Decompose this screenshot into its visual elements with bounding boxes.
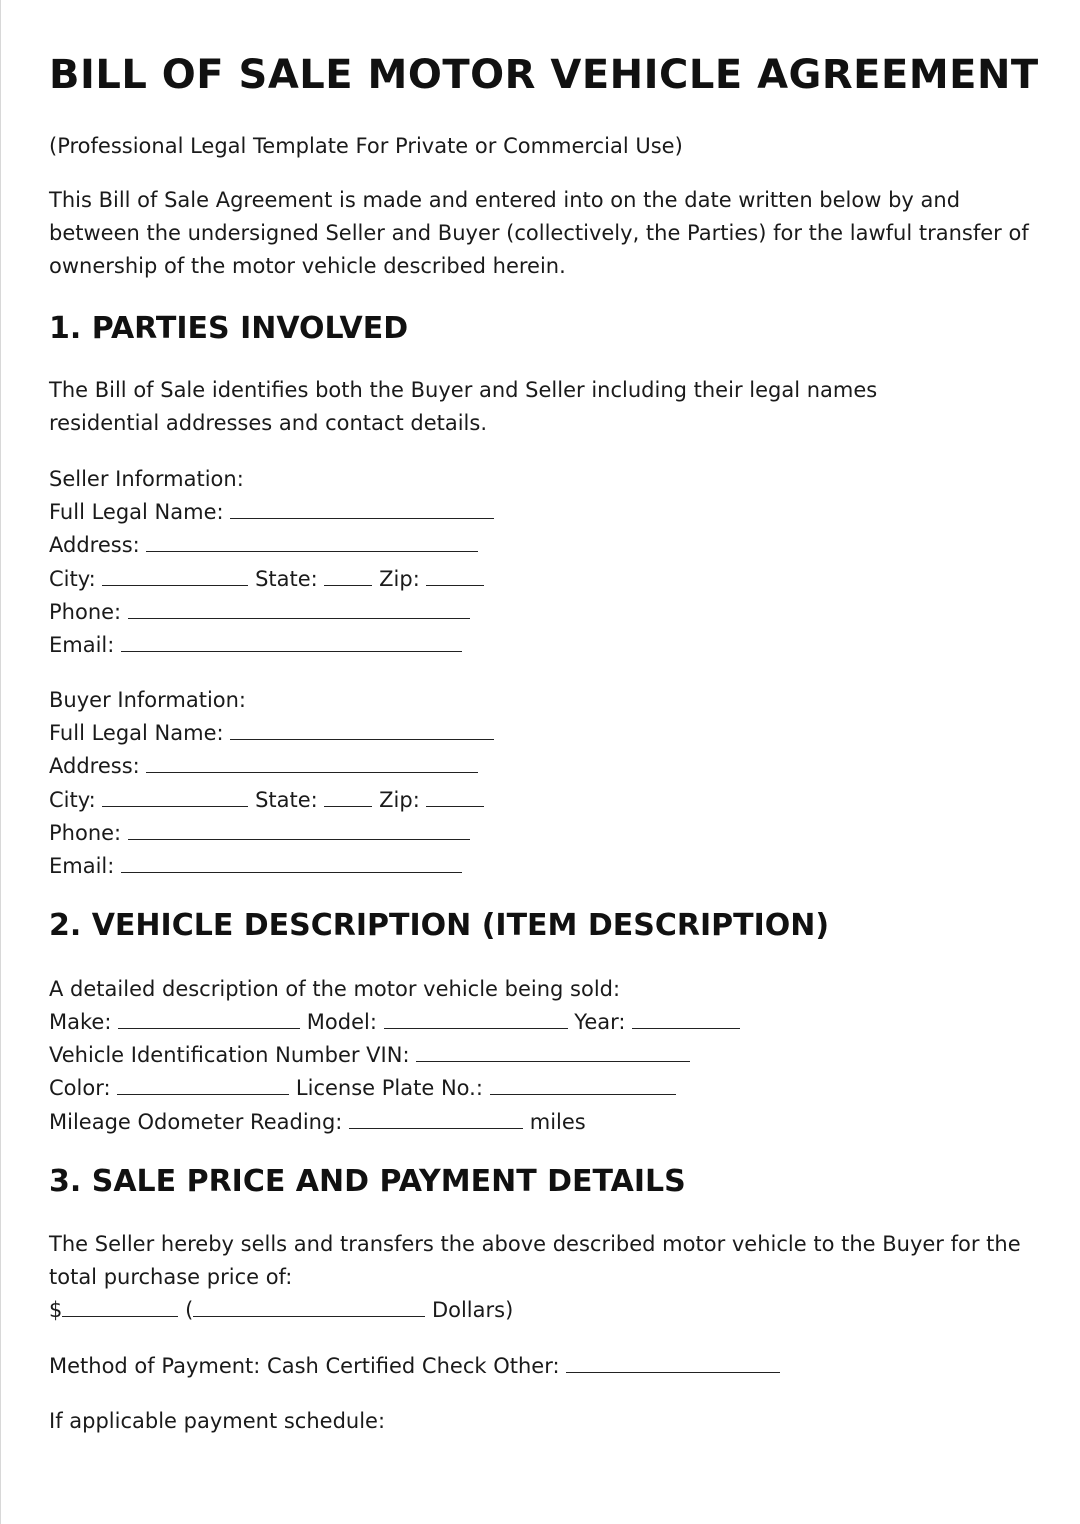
- miles-unit: miles: [529, 1110, 586, 1134]
- buyer-name-label: Full Legal Name:: [49, 721, 224, 745]
- buyer-city-label: City:: [49, 788, 96, 812]
- seller-city-row: [49, 564, 484, 594]
- seller-city-label: City:: [49, 567, 96, 591]
- buyer-city-field[interactable]: [102, 786, 248, 807]
- color-field[interactable]: [117, 1074, 289, 1095]
- buyer-state-field[interactable]: [324, 786, 372, 807]
- mileage-row: [49, 1107, 586, 1137]
- seller-phone-row: [49, 597, 470, 627]
- buyer-address-field[interactable]: [146, 752, 478, 773]
- seller-email-field[interactable]: [121, 631, 462, 652]
- buyer-phone-label: Phone:: [49, 821, 122, 845]
- model-label: Model:: [306, 1010, 377, 1034]
- seller-phone-field[interactable]: [128, 598, 470, 619]
- buyer-email-row: [49, 851, 462, 881]
- parties-description: The Bill of Sale identifies both the Buyer and Seller including their legal names residential addresses and contact details.: [49, 378, 878, 435]
- mileage-field[interactable]: [349, 1108, 523, 1129]
- payment-method-other-field[interactable]: [566, 1352, 780, 1373]
- buyer-zip-label: Zip:: [379, 788, 420, 812]
- mileage-label: Mileage Odometer Reading:: [49, 1110, 343, 1134]
- color-label: Color:: [49, 1076, 111, 1100]
- payment-description: The Seller hereby sells and transfers the above described motor vehicle to the Buyer for the total purchase price of:: [49, 1232, 1021, 1289]
- seller-phone-label: Phone:: [49, 600, 122, 624]
- vin-row: [49, 1040, 690, 1070]
- buyer-name-field[interactable]: [230, 719, 494, 740]
- seller-name-row: [49, 497, 494, 527]
- section-heading-parties: 1. PARTIES INVOLVED: [49, 311, 409, 346]
- seller-address-row: [49, 530, 478, 560]
- make-field[interactable]: [118, 1008, 300, 1029]
- vin-field[interactable]: [416, 1041, 690, 1062]
- buyer-info-label: Buyer Information:: [49, 688, 247, 712]
- buyer-address-label: Address:: [49, 754, 140, 778]
- payment-schedule-label: If applicable payment schedule:: [49, 1409, 386, 1433]
- buyer-phone-row: [49, 818, 470, 848]
- vin-label: Vehicle Identification Number VIN:: [49, 1043, 410, 1067]
- buyer-state-label: State:: [255, 788, 318, 812]
- section-heading-payment: 3. SALE PRICE AND PAYMENT DETAILS: [49, 1164, 686, 1199]
- buyer-address-row: [49, 751, 478, 781]
- model-field[interactable]: [384, 1008, 568, 1029]
- plate-field[interactable]: [490, 1074, 676, 1095]
- price-row: [49, 1295, 513, 1325]
- payment-method-row: [49, 1351, 780, 1381]
- seller-address-label: Address:: [49, 533, 140, 557]
- seller-city-field[interactable]: [102, 565, 248, 586]
- buyer-city-row: [49, 785, 484, 815]
- buyer-email-label: Email:: [49, 854, 115, 878]
- seller-email-row: [49, 630, 462, 660]
- document-title: BILL OF SALE MOTOR VEHICLE AGREEMENT: [49, 52, 1039, 98]
- buyer-zip-field[interactable]: [426, 786, 484, 807]
- seller-state-label: State:: [255, 567, 318, 591]
- buyer-phone-field[interactable]: [128, 819, 470, 840]
- plate-label: License Plate No.:: [295, 1076, 483, 1100]
- buyer-email-field[interactable]: [121, 852, 462, 873]
- paren-open: (: [185, 1298, 194, 1322]
- seller-address-field[interactable]: [146, 531, 478, 552]
- section-heading-vehicle: 2. VEHICLE DESCRIPTION (ITEM DESCRIPTION): [49, 908, 830, 943]
- price-words-field[interactable]: [193, 1296, 425, 1317]
- seller-zip-field[interactable]: [426, 565, 484, 586]
- buyer-name-row: [49, 718, 494, 748]
- make-label: Make:: [49, 1010, 112, 1034]
- vehicle-description: A detailed description of the motor vehicle being sold:: [49, 977, 621, 1001]
- year-label: Year:: [574, 1010, 626, 1034]
- seller-zip-label: Zip:: [379, 567, 420, 591]
- seller-info-label: Seller Information:: [49, 467, 244, 491]
- dollar-sign: $: [49, 1298, 63, 1322]
- seller-name-label: Full Legal Name:: [49, 500, 224, 524]
- dollars-label: Dollars): [431, 1298, 514, 1322]
- seller-name-field[interactable]: [230, 498, 494, 519]
- document-subtitle: (Professional Legal Template For Private or Commercial Use): [49, 134, 683, 158]
- make-model-year-row: [49, 1007, 740, 1037]
- intro-paragraph: This Bill of Sale Agreement is made and entered into on the date written below by and between the undersigned Seller and Buyer (collectively, the Parties) for the lawful transfer of ownership of the motor vehicle described herein.: [49, 188, 1029, 278]
- year-field[interactable]: [632, 1008, 740, 1029]
- color-plate-row: [49, 1073, 676, 1103]
- seller-email-label: Email:: [49, 633, 115, 657]
- payment-method-label: Method of Payment: Cash Certified Check Other:: [49, 1354, 560, 1378]
- page-edge: [0, 0, 1, 1524]
- price-amount-field[interactable]: [62, 1296, 178, 1317]
- seller-state-field[interactable]: [324, 565, 372, 586]
